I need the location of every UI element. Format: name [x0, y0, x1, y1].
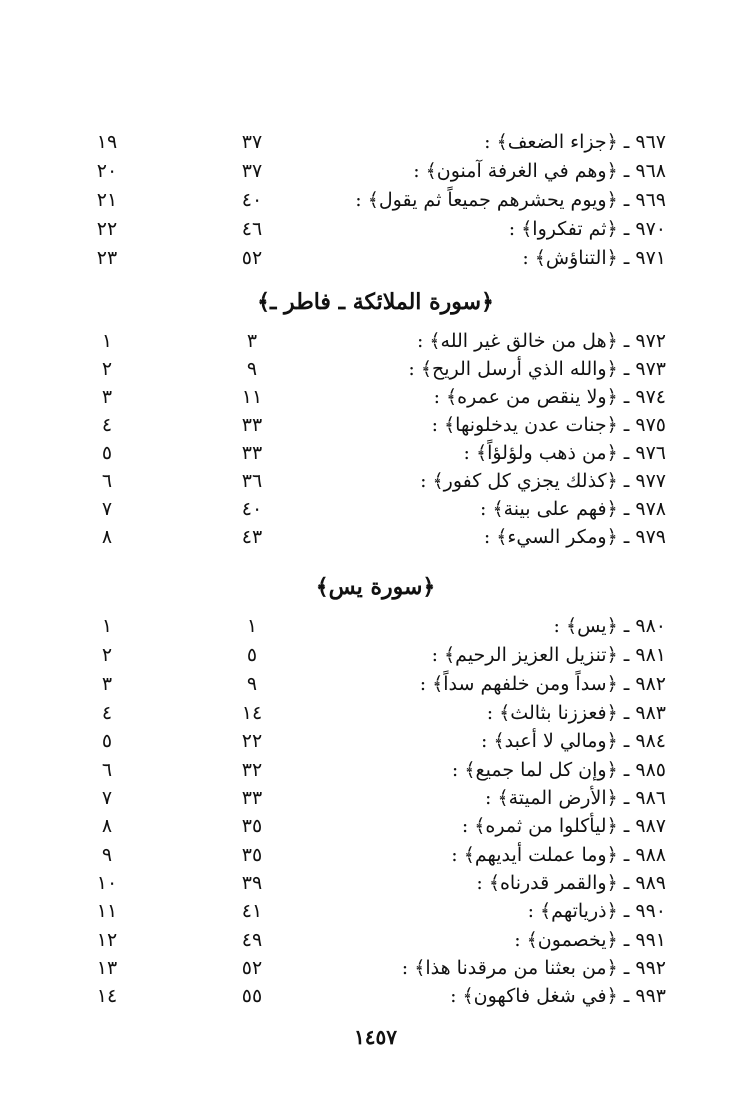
entry-text: ٩٧٩ ـ ﴿ومكر السيء﴾ :: [483, 526, 666, 548]
verse-number: ٤٦: [241, 218, 263, 240]
index-row: [0, 897, 751, 925]
index-row: [0, 186, 751, 214]
page-reference: ٧: [101, 787, 113, 809]
entry-text: ٩٨٠ ـ ﴿يس﴾ :: [553, 615, 666, 637]
page-reference: ٢٣: [96, 247, 118, 269]
page-reference: ٨: [101, 526, 113, 548]
verse-number: ١٤: [241, 702, 263, 724]
page-number: ١٤٥٧: [354, 1025, 397, 1049]
entry-text: ٩٨٦ ـ ﴿الأرض الميتة﴾ :: [485, 787, 666, 809]
entry-text: ٩٨٩ ـ ﴿والقمر قدرناه﴾ :: [476, 872, 666, 894]
entry-text: ٩٦٩ ـ ﴿ويوم يحشرهم جميعاً ثم يقول﴾ :: [355, 189, 666, 211]
index-row: [0, 467, 751, 495]
page-reference: ١٣: [96, 957, 118, 979]
entry-text: ٩٩٢ ـ ﴿من بعثنا من مرقدنا هذا﴾ :: [401, 957, 666, 979]
index-row: [0, 670, 751, 698]
index-row: [0, 869, 751, 897]
index-row: [0, 383, 751, 411]
verse-number: ١١: [241, 386, 263, 408]
page-reference: ٢٠: [96, 160, 118, 182]
page-reference: ١٩: [96, 131, 118, 153]
verse-number: ١: [246, 615, 258, 637]
verse-number: ٣٣: [241, 414, 263, 436]
page-reference: ١٤: [96, 985, 118, 1007]
index-row: [0, 244, 751, 272]
surah-heading: ﴿سورة الملائكة ـ فاطر ـ﴾: [257, 289, 494, 315]
entry-text: ٩٧٠ ـ ﴿ثم تفكروا﴾ :: [508, 218, 666, 240]
index-row: [0, 327, 751, 355]
index-row: [0, 355, 751, 383]
index-row: [0, 612, 751, 640]
page-reference: ٤: [101, 414, 113, 436]
verse-number: ٥: [246, 644, 258, 666]
entry-text: ٩٩٣ ـ ﴿في شغل فاكهون﴾ :: [450, 985, 666, 1007]
index-row: [0, 699, 751, 727]
page-reference: ٨: [101, 815, 113, 837]
page-reference: ١٢: [96, 929, 118, 951]
index-row: [0, 641, 751, 669]
verse-number: ٤٩: [241, 929, 263, 951]
verse-number: ٣٢: [241, 759, 263, 781]
entry-text: ٩٨١ ـ ﴿تنزيل العزيز الرحيم﴾ :: [431, 644, 666, 666]
verse-number: ٣٣: [241, 442, 263, 464]
entry-text: ٩٨٧ ـ ﴿ليأكلوا من ثمره﴾ :: [461, 815, 666, 837]
verse-number: ٥٥: [241, 985, 263, 1007]
verse-number: ٣: [246, 330, 258, 352]
page-reference: ٧: [101, 498, 113, 520]
index-row: [0, 215, 751, 243]
entry-text: ٩٧٤ ـ ﴿ولا ينقص من عمره﴾ :: [433, 386, 666, 408]
page-reference: ٢٢: [96, 218, 118, 240]
index-row: [0, 954, 751, 982]
verse-number: ٥٢: [241, 957, 263, 979]
verse-number: ٣٥: [241, 844, 263, 866]
index-row: [0, 926, 751, 954]
surah-heading: ﴿سورة يس﴾: [315, 574, 436, 600]
page-reference: ٥: [101, 442, 113, 464]
entry-text: ٩٧٣ ـ ﴿والله الذي أرسل الريح﴾ :: [408, 358, 666, 380]
entry-text: ٩٧٢ ـ ﴿هل من خالق غير الله﴾ :: [416, 330, 666, 352]
verse-number: ٣٦: [241, 470, 263, 492]
page-reference: ٤: [101, 702, 113, 724]
index-row: [0, 495, 751, 523]
verse-number: ٤٠: [241, 189, 263, 211]
verse-number: ٤١: [241, 900, 263, 922]
verse-number: ٣٣: [241, 787, 263, 809]
page-reference: ٢: [101, 644, 113, 666]
verse-number: ٩: [246, 358, 258, 380]
entry-text: ٩٧٥ ـ ﴿جنات عدن يدخلونها﴾ :: [431, 414, 666, 436]
entry-text: ٩٩١ ـ ﴿يخصمون﴾ :: [514, 929, 666, 951]
entry-text: ٩٧٦ ـ ﴿من ذهب ولؤلؤاً﴾ :: [463, 442, 666, 464]
page-reference: ٢١: [96, 189, 118, 211]
entry-text: ٩٧٨ ـ ﴿فهم على بينة﴾ :: [480, 498, 666, 520]
page-reference: ١: [101, 615, 113, 637]
index-row: [0, 982, 751, 1010]
index-row: [0, 756, 751, 784]
entry-text: ٩٨٨ ـ ﴿وما عملت أيديهم﴾ :: [451, 844, 666, 866]
entry-text: ٩٦٧ ـ ﴿جزاء الضعف﴾ :: [484, 131, 666, 153]
page-reference: ٣: [101, 386, 113, 408]
entry-text: ٩٩٠ ـ ﴿ذرياتهم﴾ :: [527, 900, 666, 922]
verse-number: ٥٢: [241, 247, 263, 269]
verse-number: ٢٢: [241, 730, 263, 752]
entry-text: ٩٧١ ـ ﴿التناؤش﴾ :: [522, 247, 666, 269]
verse-number: ٣٧: [241, 131, 263, 153]
index-row: [0, 812, 751, 840]
page-reference: ١: [101, 330, 113, 352]
index-row: [0, 439, 751, 467]
index-row: [0, 128, 751, 156]
index-row: [0, 727, 751, 755]
entry-text: ٩٨٤ ـ ﴿ومالي لا أعبد﴾ :: [481, 730, 666, 752]
verse-number: ٣٧: [241, 160, 263, 182]
page-reference: ١٠: [96, 872, 118, 894]
index-row: [0, 784, 751, 812]
page-reference: ٦: [101, 759, 113, 781]
index-row: [0, 523, 751, 551]
entry-text: ٩٧٧ ـ ﴿كذلك يجزي كل كفور﴾ :: [420, 470, 666, 492]
entry-text: ٩٨٢ ـ ﴿سداً ومن خلفهم سداً﴾ :: [419, 673, 666, 695]
verse-number: ٣٩: [241, 872, 263, 894]
entry-text: ٩٨٥ ـ ﴿وإن كل لما جميع﴾ :: [451, 759, 666, 781]
verse-number: ٤٠: [241, 498, 263, 520]
entry-text: ٩٨٣ ـ ﴿فعززنا بثالث﴾ :: [486, 702, 666, 724]
index-row: [0, 411, 751, 439]
page-reference: ٣: [101, 673, 113, 695]
entry-text: ٩٦٨ ـ ﴿وهم في الغرفة آمنون﴾ :: [413, 160, 666, 182]
page-reference: ٦: [101, 470, 113, 492]
verse-number: ٤٣: [241, 526, 263, 548]
verse-number: ٣٥: [241, 815, 263, 837]
page-reference: ١١: [96, 900, 118, 922]
index-row: [0, 157, 751, 185]
verse-number: ٩: [246, 673, 258, 695]
page-reference: ٥: [101, 730, 113, 752]
page-reference: ٢: [101, 358, 113, 380]
page-reference: ٩: [101, 844, 113, 866]
index-row: [0, 841, 751, 869]
